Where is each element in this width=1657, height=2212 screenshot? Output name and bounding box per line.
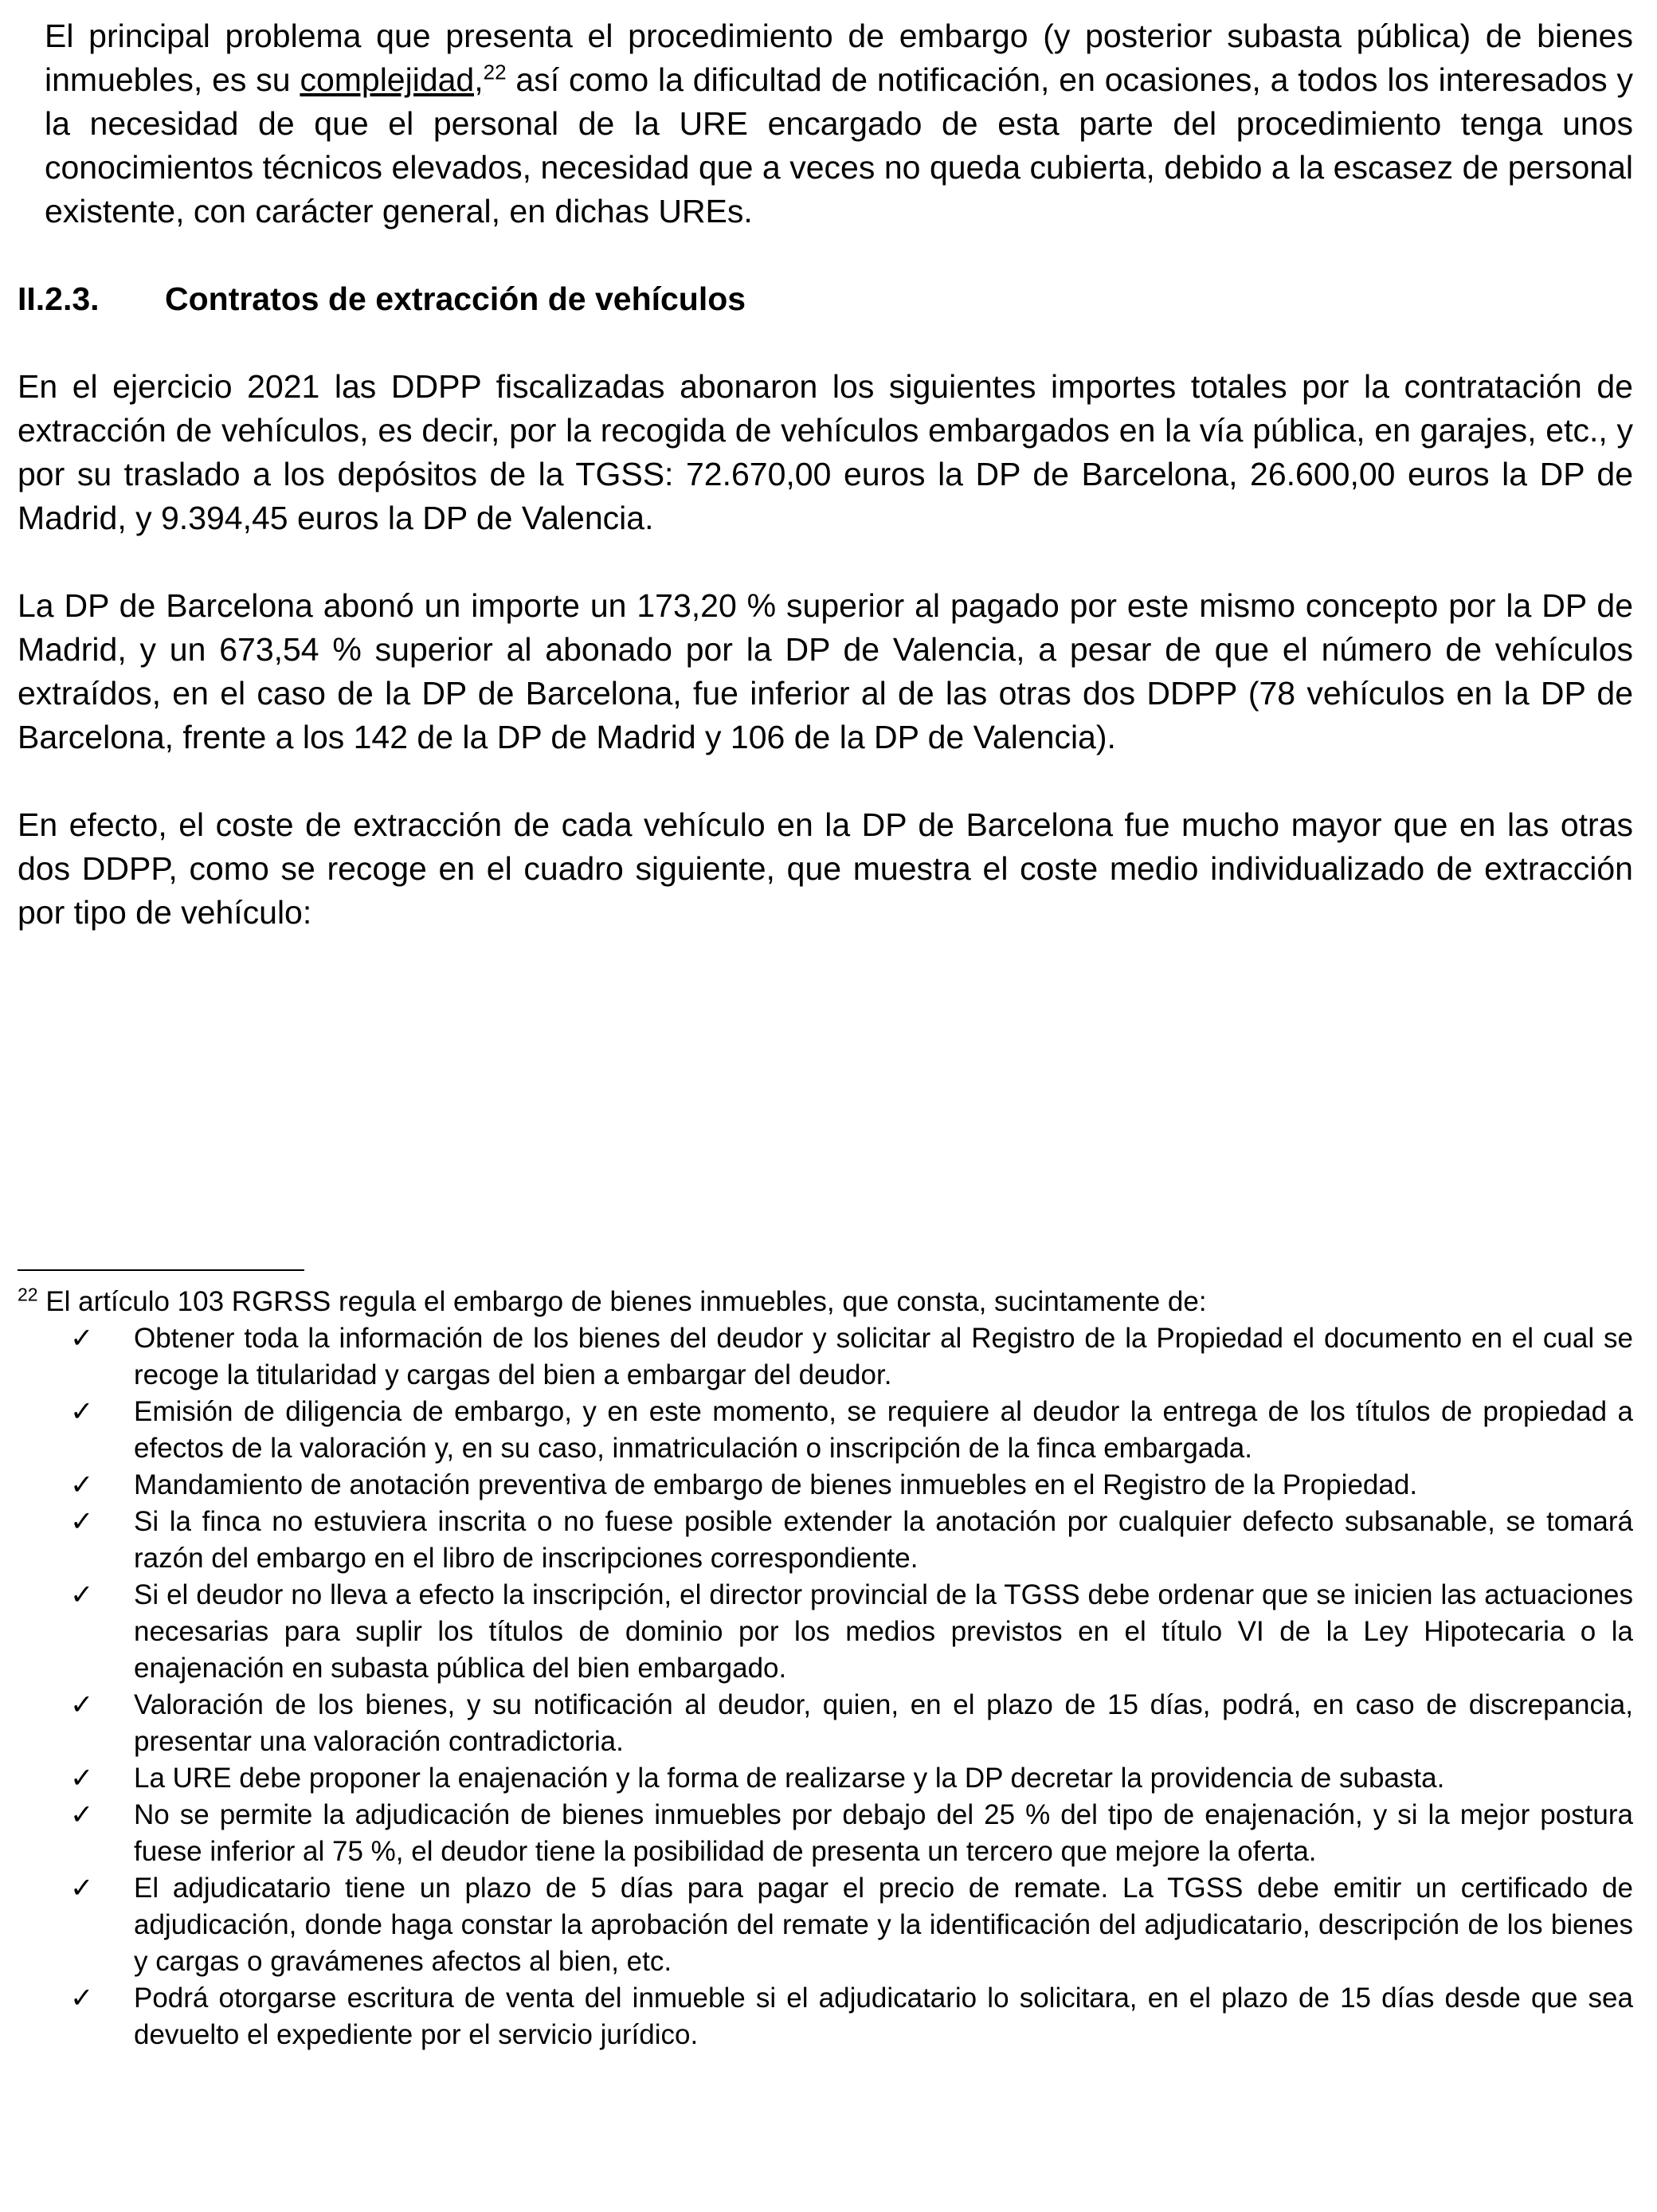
check-icon: ✓ — [70, 1689, 94, 1720]
footnote-item — [18, 1467, 1633, 1504]
check-icon: ✓ — [70, 1799, 94, 1830]
footnote-item — [18, 1577, 1633, 1687]
check-icon: ✓ — [70, 1506, 94, 1537]
paragraph-embargo-problema — [45, 14, 1633, 233]
paragraph-comparativa-dp: La DP de Barcelona abonó un importe un 173,20 % superior al pagado por este mismo concepto por la DP de Madrid, y un 673,54 % superior al abonado por la DP de Valencia, a pesar de que el número de vehículos extraídos, en el caso de la DP de Barcelona, fue inferior al de las otras dos DDPP (78 vehículos en la DP de Barcelona, frente a los 142 de la DP de Madrid y 106 de la DP de Valencia). — [18, 587, 1633, 755]
footnote-item-text: Obtener toda la información de los bienes del deudor y solicitar al Registro de la Propiedad el documento en el cual se recoge la titularidad y cargas del bien a embargar del deudor. — [134, 1323, 1633, 1390]
footnote-item — [18, 1394, 1633, 1467]
paragraph-coste-extraccion: En efecto, el coste de extracción de cada vehículo en la DP de Barcelona fue mucho mayor que en las otras dos DDPP, como se recoge en el cuadro siguiente, que muestra el coste medio individualizado de extracción por tipo de vehículo: — [18, 806, 1633, 931]
check-icon: ✓ — [70, 1396, 94, 1427]
footnote-section — [18, 1284, 1633, 2053]
footnote-item — [18, 1320, 1633, 1394]
footnote-item-text: Podrá otorgarse escritura de venta del inmueble si el adjudicatario lo solicitara, en el plazo de 15 días desde que sea devuelto el expediente por el servicio jurídico. — [134, 1983, 1633, 2050]
footnote-intro-text: El artículo 103 RGRSS regula el embargo de bienes inmuebles, que consta, sucintamente de: — [45, 1286, 1207, 1317]
footnote-ref-superscript: 22 — [483, 60, 507, 84]
footnote-item-text: Si el deudor no lleva a efecto la inscripción, el director provincial de la TGSS debe ordenar que se inicien las actuaciones necesarias para suplir los títulos de dominio por los medios previstos en el título VI de la Ley Hipotecaria o la enajenación en subasta pública del bien embargado. — [134, 1579, 1633, 1684]
check-icon: ✓ — [70, 1469, 94, 1500]
underlined-term: complejidad, — [300, 61, 484, 98]
footnote-separator — [18, 1269, 304, 1271]
footnote-marker: 22 — [18, 1284, 38, 1305]
section-heading — [18, 277, 1633, 321]
check-icon: ✓ — [70, 1983, 94, 2014]
footnote-item — [18, 1870, 1633, 1980]
footnote-item-text: La URE debe proponer la enajenación y la forma de realizarse y la DP decretar la providencia de subasta. — [134, 1763, 1445, 1794]
footnote-item-text: El adjudicatario tiene un plazo de 5 días para pagar el precio de remate. La TGSS debe emitir un certificado de adjudicación, donde haga constar la aprobación del remate y la identificación del adjudicatario, descripción de los bienes y cargas o gravámenes afectos al bien, etc. — [134, 1873, 1633, 1977]
check-icon: ✓ — [70, 1579, 94, 1610]
paragraph-text: El principal problema que presenta el procedimiento de embargo (y posterior subasta pública) de bienes inmuebles, es su — [45, 18, 1633, 98]
footnote-item — [18, 1687, 1633, 1760]
footnote-item-text: Emisión de diligencia de embargo, y en este momento, se requiere al deudor la entrega de los títulos de propiedad a efectos de la valoración y, en su caso, inmatriculación o inscripción de la finca embargada. — [134, 1396, 1633, 1464]
section-title: Contratos de extracción de vehículos — [165, 280, 746, 317]
footnote-item-text: Valoración de los bienes, y su notificación al deudor, quien, en el plazo de 15 días, podrá, en caso de discrepancia, presentar una valoración contradictoria. — [134, 1689, 1633, 1757]
footnote-item — [18, 1797, 1633, 1870]
footnote-item — [18, 1760, 1633, 1797]
footnote-intro — [18, 1284, 1633, 1320]
footnote-item — [18, 1980, 1633, 2053]
section-number: II.2.3. — [18, 280, 100, 317]
check-icon: ✓ — [70, 1763, 94, 1794]
footnote-item-text: No se permite la adjudicación de bienes inmuebles por debajo del 25 % del tipo de enajenación, y si la mejor postura fuese inferior al 75 %, el deudor tiene la posibilidad de presenta un tercero que mejore la oferta. — [134, 1799, 1633, 1867]
footnote-item-text: Mandamiento de anotación preventiva de embargo de bienes inmuebles en el Registro de la Propiedad. — [134, 1469, 1418, 1500]
footnote-item — [18, 1504, 1633, 1577]
footnote-item-text: Si la finca no estuviera inscrita o no fuese posible extender la anotación por cualquier defecto subsanable, se tomará razón del embargo en el libro de inscripciones correspondiente. — [134, 1506, 1633, 1574]
check-icon: ✓ — [70, 1873, 94, 1904]
paragraph-text: así como la dificultad de notificación, en ocasiones, a todos los interesados y la necesidad de que el personal de la URE encargado de esta parte del procedimiento tenga unos conocimientos técnicos elevados, necesidad que a veces no queda cubierta, debido a la escasez de personal existente, con carácter general, en dichas UREs. — [45, 61, 1633, 229]
paragraph-importes-2021: En el ejercicio 2021 las DDPP fiscalizadas abonaron los siguientes importes totales por la contratación de extracción de vehículos, es decir, por la recogida de vehículos embargados en la vía pública, en garajes, etc., y por su traslado a los depósitos de la TGSS: 72.670,00 euros la DP de Barcelona, 26.600,00 euros la DP de Madrid, y 9.394,45 euros la DP de Valencia. — [18, 368, 1633, 536]
check-icon: ✓ — [70, 1323, 94, 1354]
